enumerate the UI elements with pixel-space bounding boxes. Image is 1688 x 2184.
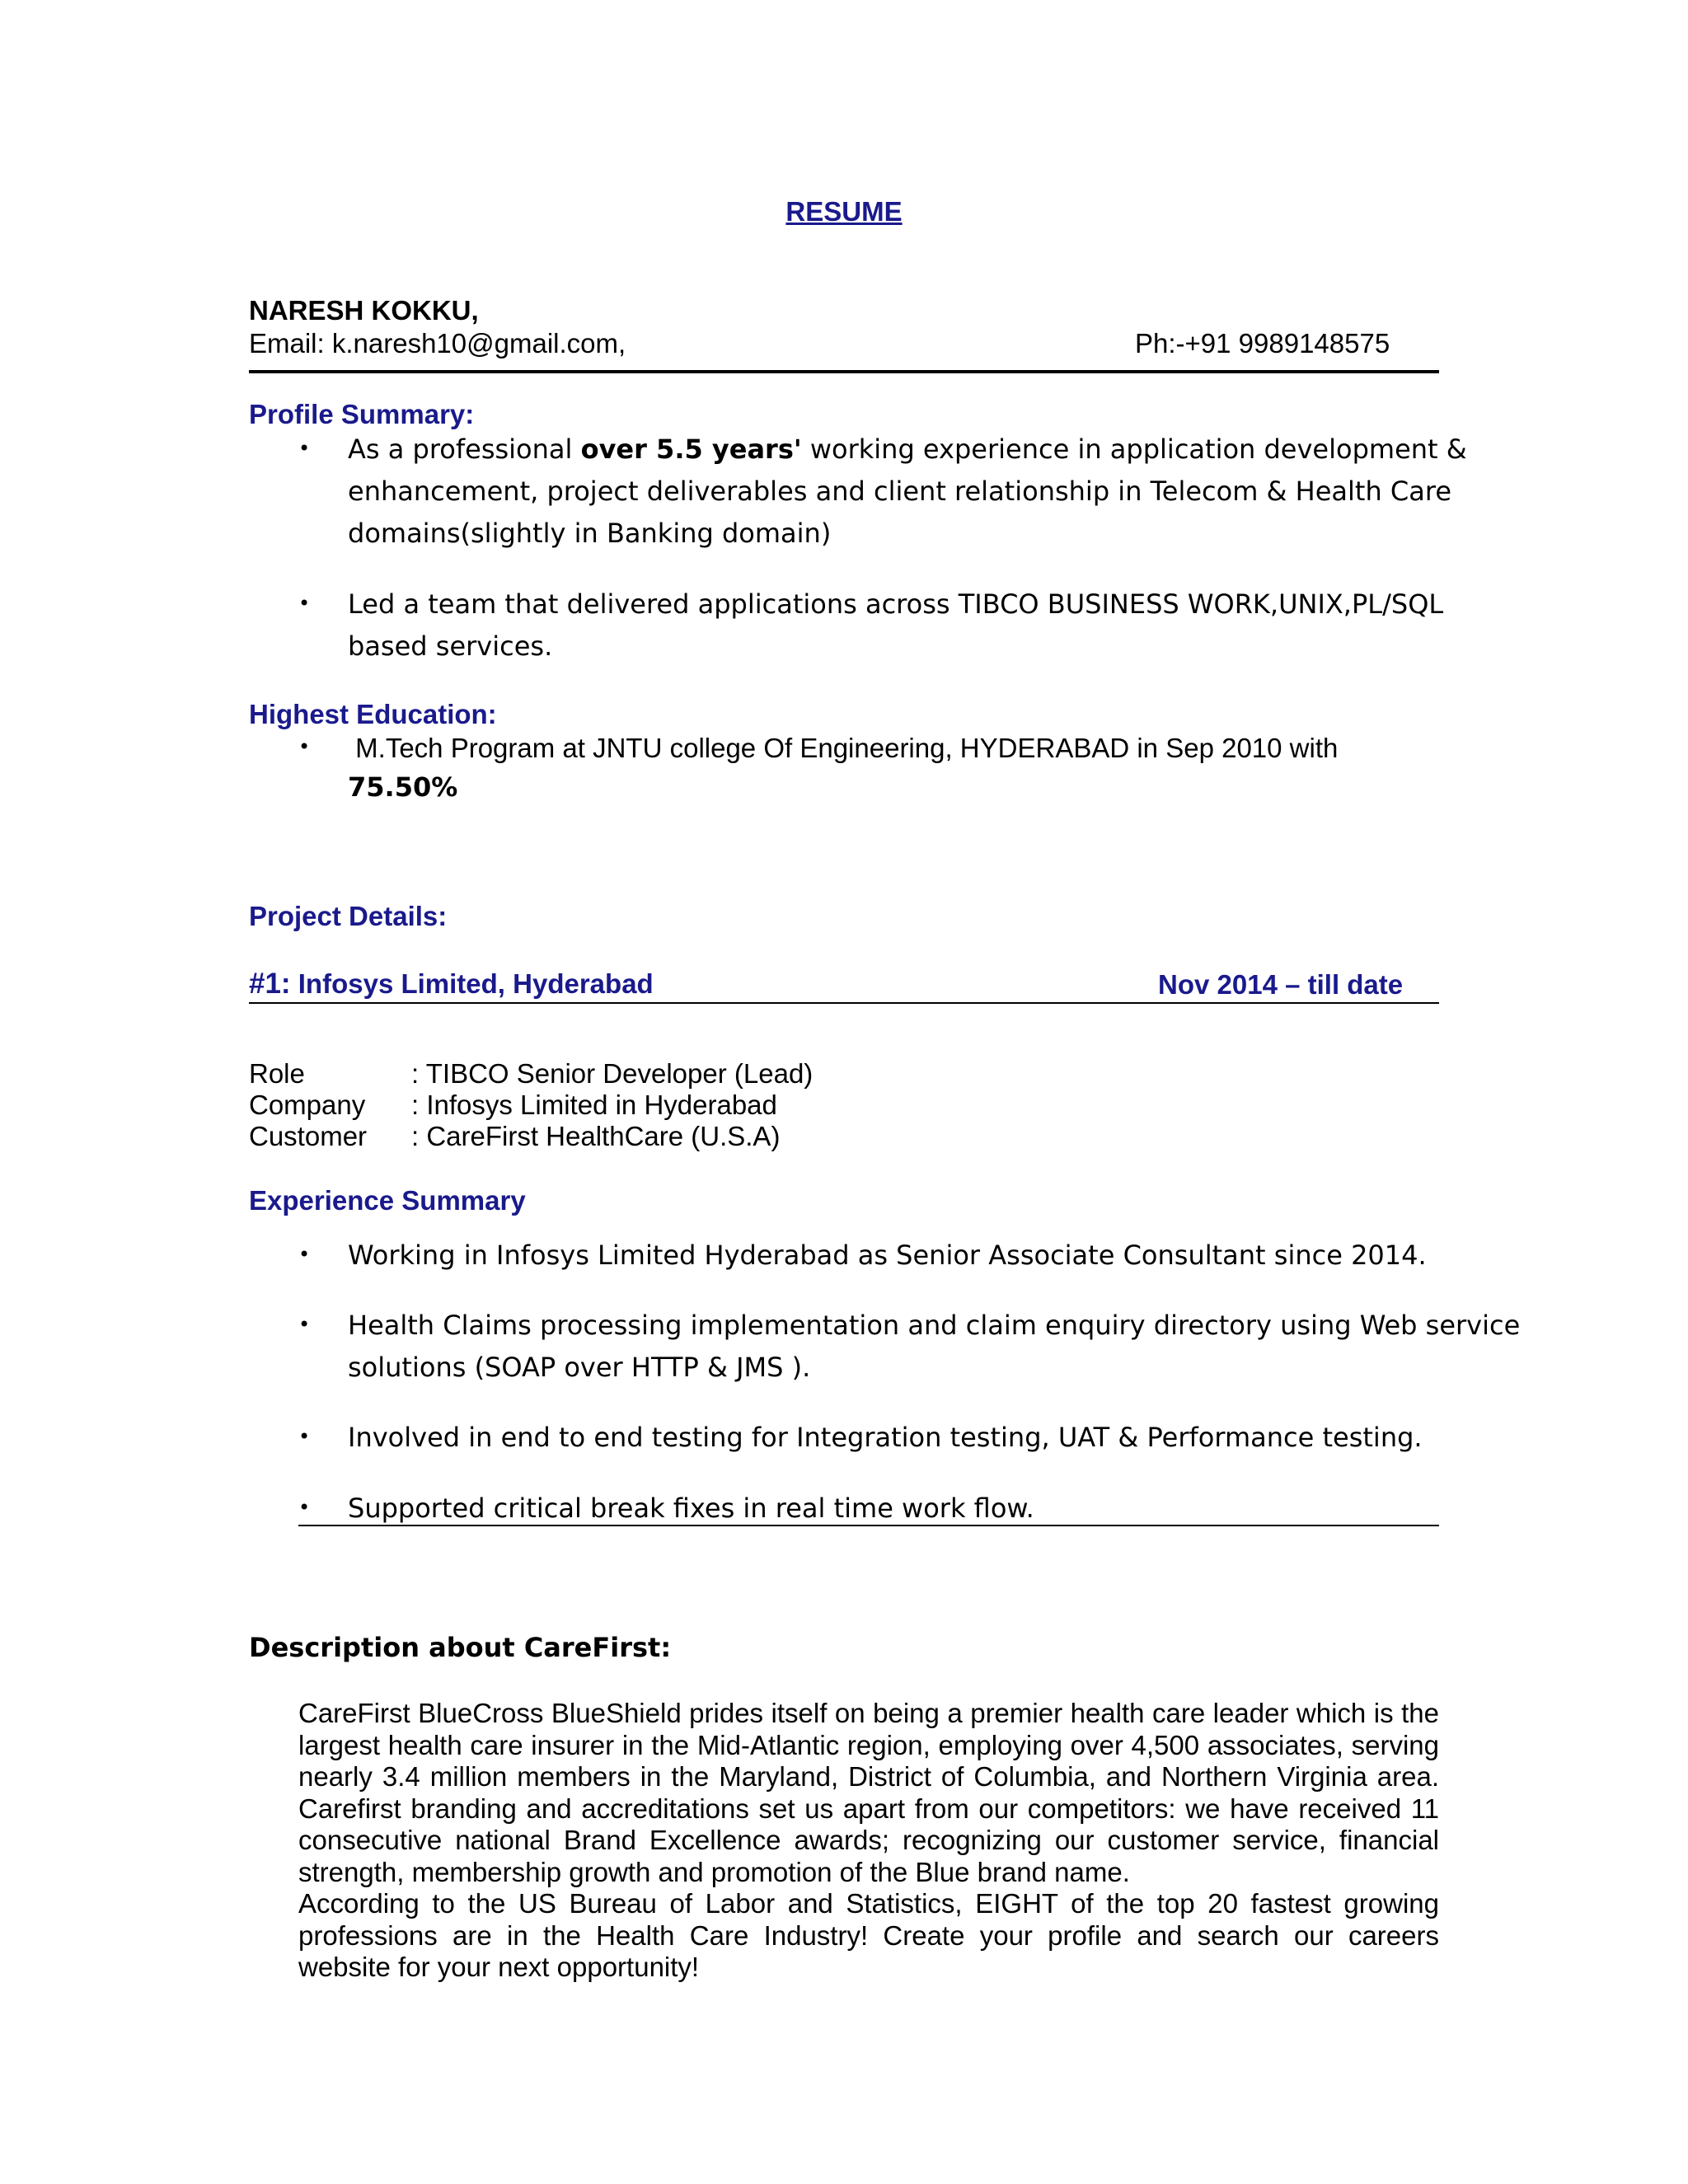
bullet-icon: •: [298, 1313, 311, 1336]
header-divider: [249, 370, 1439, 373]
bullet-icon: •: [298, 437, 311, 460]
education-line-1: M.Tech Program at JNTU college Of Engineering, HYDERABAD in Sep 2010 with: [348, 733, 1339, 763]
description-paragraph-2: According to the US Bureau of Labor and Statistics, EIGHT of the top 20 fastest growing professions are in the Health Care Industry! Create your profile and search our careers website for your next opportunity!: [298, 1888, 1439, 1982]
bullet-icon: •: [298, 1496, 311, 1519]
document-title: RESUME: [785, 196, 903, 227]
bullet-icon: •: [298, 735, 311, 758]
description-heading: Description about CareFirst:: [249, 1632, 672, 1663]
experience-summary-heading: Experience Summary: [249, 1185, 526, 1216]
experience-divider: [298, 1525, 1439, 1526]
profile-bullet-2-line-1: Led a team that delivered applications across TIBCO BUSINESS WORK,UNIX,PL/SQL: [348, 588, 1444, 620]
customer-label: Customer: [249, 1121, 368, 1151]
profile-bullet-1-line-1: As a professional over 5.5 years' working experience in application development &: [348, 434, 1467, 465]
role-value: : TIBCO Senior Developer (Lead): [411, 1058, 814, 1089]
experience-item-3: Involved in end to end testing for Integration testing, UAT & Performance testing.: [348, 1422, 1423, 1453]
profile-summary-heading: Profile Summary:: [249, 399, 475, 429]
bullet-icon: •: [298, 1425, 311, 1448]
description-body: [298, 1698, 1439, 1984]
experience-item-4: Supported critical break fixes in real time work flow.: [348, 1493, 1034, 1524]
company-label: Company: [249, 1090, 366, 1120]
project-1-divider: [249, 1002, 1439, 1004]
profile-bullet-1-line-2: enhancement, project deliverables and client relationship in Telecom & Health Care: [348, 476, 1451, 507]
company-value: : Infosys Limited in Hyderabad: [411, 1090, 777, 1120]
profile-bullet-2-line-2: based services.: [348, 630, 553, 662]
bullet-icon: •: [298, 1243, 311, 1266]
description-paragraph-1: CareFirst BlueCross BlueShield prides itself on being a premier health care leader which is the largest health care insurer in the Mid-Atlantic region, employing over 4,500 associates, serving nearly 3.4 million members in the Maryland, District of Columbia, and Northern Virginia area. Carefirst branding and accreditations set us apart from our competitors: we have received 11 consecutive national Brand Excellence awards; recognizing our customer service, financial strength, membership growth and promotion of the Blue brand name.: [298, 1698, 1439, 1887]
phone-line: Ph:-+91 9989148575: [1135, 328, 1390, 359]
project-details-heading: Project Details:: [249, 901, 448, 931]
project-1-dates: Nov 2014 – till date: [1158, 969, 1404, 1000]
project-1-title: #1: Infosys Limited, Hyderabad: [249, 968, 654, 1000]
experience-item-2-line-2: solutions (SOAP over HTTP & JMS ).: [348, 1352, 811, 1383]
education-score: 75.50%: [348, 771, 458, 803]
profile-bullet-1-line-3: domains(slightly in Banking domain): [348, 518, 832, 549]
bullet-icon: •: [298, 592, 311, 615]
customer-value: : CareFirst HealthCare (U.S.A): [411, 1121, 781, 1151]
experience-item-2-line-1: Health Claims processing implementation and claim enquiry directory using Web service: [348, 1310, 1521, 1341]
experience-item-1: Working in Infosys Limited Hyderabad as Senior Associate Consultant since 2014.: [348, 1240, 1427, 1271]
role-label: Role: [249, 1058, 305, 1089]
candidate-name: NARESH KOKKU,: [249, 295, 479, 326]
education-heading: Highest Education:: [249, 699, 497, 729]
email-line: Email: k.naresh10@gmail.com,: [249, 328, 626, 359]
